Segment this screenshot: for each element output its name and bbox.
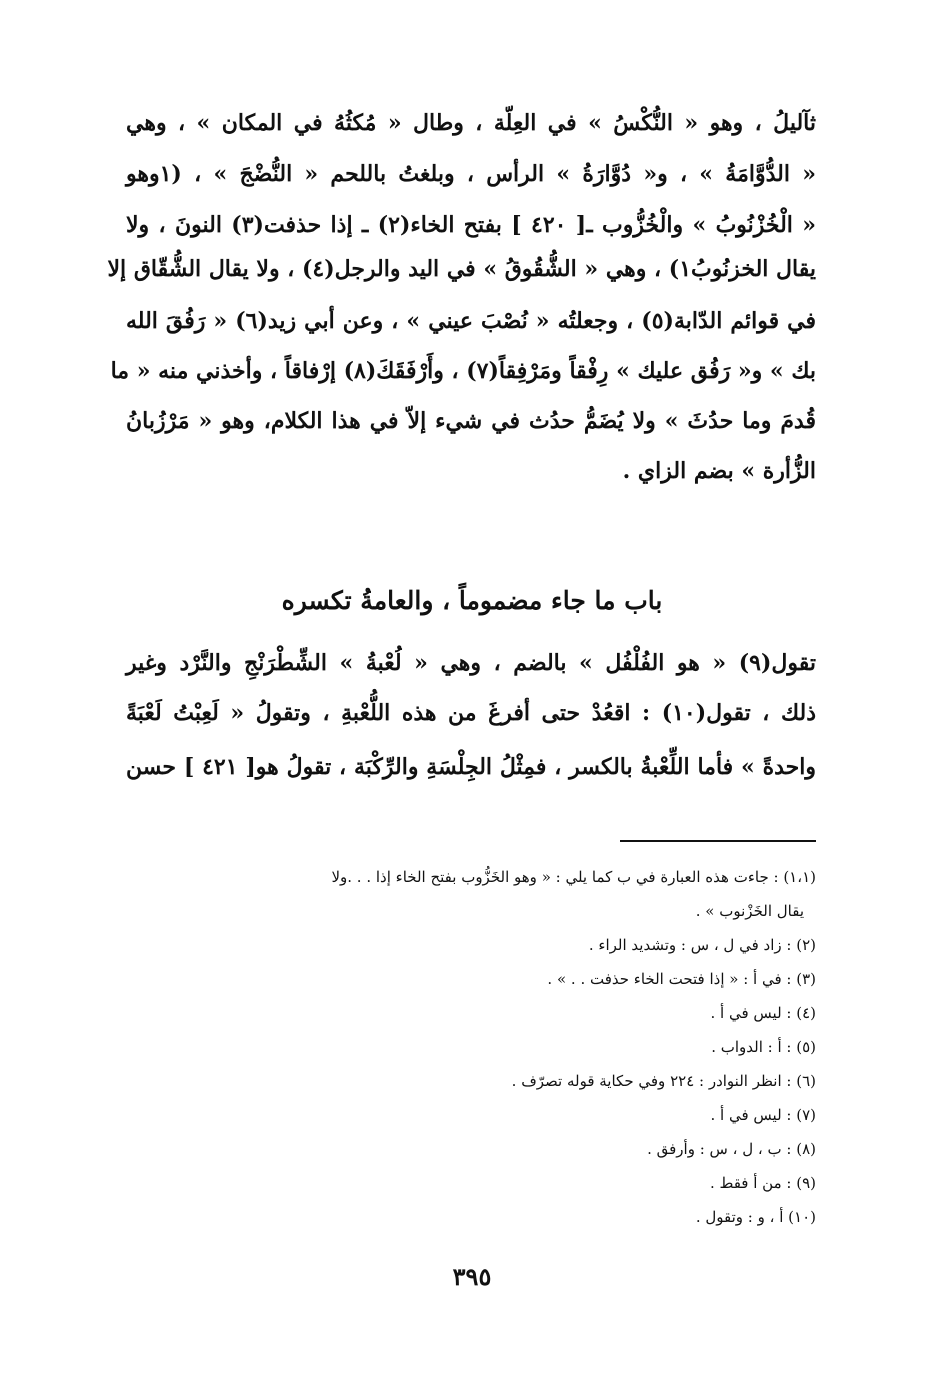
footnote-continuation: يقال الخَزْنوب » . — [695, 902, 804, 920]
body-line: يقال الخزنُوبُ١) ، وهي « الشُّقُوقُ » في اليد والرجل(٤) ، ولا يقال الشُّقّاق إلا — [107, 256, 816, 282]
page-number: ٣٩٥ — [452, 1262, 492, 1291]
body-line: ثآليلُ ، وهو « النُّكْسُ » في العِلّة ، وطال « مُكثُهُ في المكان » ، وهي — [126, 110, 816, 136]
footnote: (٨) : ب ، ل ، س : وأرفق . — [647, 1140, 816, 1158]
body-line: قُدمَ وما حدُثَ » ولا يُضَمُّ حدُث في شيء إلاّ في هذا الكلام، وهو « مَرْزُبانُ — [126, 408, 816, 434]
body-line: في قوائم الدّابة(٥) ، وجعلتُه « نُصْبَ عيني » ، وعن أبي زيد(٦) « رَفُقَ الله — [126, 308, 816, 334]
footnote-divider — [620, 840, 816, 842]
body-line: الزُّأرة » بضم الزاي . — [622, 458, 816, 484]
body-line: « الدُّوَّامَةُ » ، و« دُوَّارَةُ » الرأس ، وبلغتُ باللحم « النُّضْجَ » ، (١وهو — [126, 161, 816, 187]
body-line: تقول(٩) « هو الفُلْفُل » بالضم ، وهي « لُعْبةُ » الشِّطْرَنْجِ والنَّرْد وغير — [126, 650, 816, 676]
footnote: (٣) : في أ : « إذا فتحت الخاء حذفت . . » . — [547, 970, 816, 988]
body-line: « الْخُزْنُوبُ » والْخُزُّوب ـ[ ٤٢٠ ] بفتح الخاء(٢) ـ إذا حذفت(٣) النونَ ، ولا — [126, 212, 817, 238]
footnote: (٢) : زاد في ل ، س : وتشديد الراء . — [588, 936, 816, 954]
section-heading: باب ما جاء مضموماً ، والعامةُ تكسره — [281, 586, 663, 615]
body-line: واحدةً » فأما اللِّعْبةُ بالكسر ، فمِثْلُ الجِلْسَةِ والرِّكْبَة ، تقولُ هو[ ٤٢١ ] حسن — [126, 754, 817, 780]
footnote: (٧) : ليس في أ . — [710, 1106, 816, 1124]
footnote: (١٠) أ ، و : وتقول . — [695, 1208, 816, 1226]
body-line: بك » و« رَفُق عليك » رِفْقاً ومَرْفِقاً(٧) ، وأَرْفَقَكَ(٨) إرْفاقاً ، وأخذني منه « ما — [110, 358, 816, 384]
footnote: (٦) : انظر النوادر : ٢٢٤ وفي حكاية قوله تصرّف . — [511, 1072, 816, 1090]
footnote: (٤) : ليس في أ . — [710, 1004, 816, 1022]
footnote: (١،١) : جاءت هذه العبارة في ب كما يلي : « وهو الخَزُّوب بفتح الخاء إذا . . .ولا — [331, 868, 816, 886]
footnote: (٥) : أ : الدواب . — [711, 1038, 816, 1056]
body-line: ذلك ، تقول(١٠) : اقعُدْ حتى أفرغَ من هذه اللُّعْبةِ ، وتقولُ « لَعِبْتُ لَعْبَةً — [126, 700, 816, 726]
footnote: (٩) : من أ فقط . — [709, 1174, 816, 1192]
